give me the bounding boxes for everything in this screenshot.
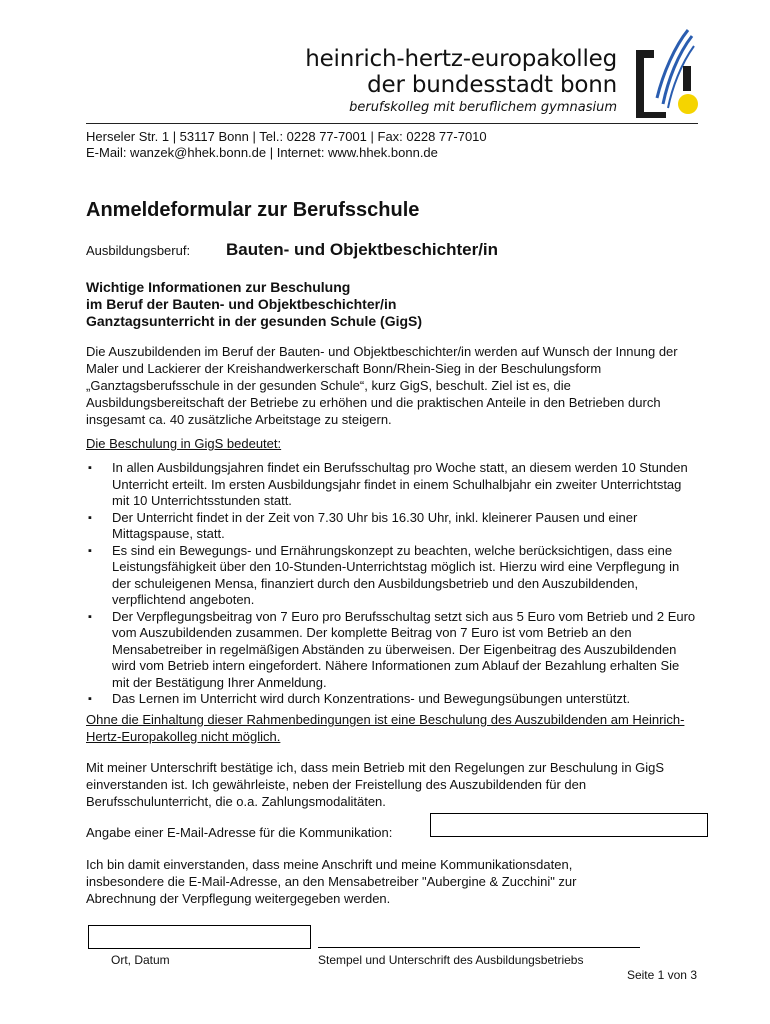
info-title-line1: Wichtige Informationen zur Beschulung: [86, 279, 351, 295]
place-date-field[interactable]: [88, 925, 311, 949]
page-number: Seite 1 von 3: [626, 968, 697, 982]
gigs-bullet-list: [86, 460, 698, 708]
email-label: Angabe einer E-Mail-Adresse für die Kommunikation:: [86, 825, 393, 840]
signature-line: [318, 947, 640, 948]
logo-yellow-dot: [678, 94, 698, 114]
contact-address: Herseler Str. 1 | 53117 Bonn | Tel.: 0228 77-7001 | Fax: 0228 77-7010: [86, 129, 487, 144]
list-heading: Die Beschulung in GigS bedeutet:: [86, 436, 282, 451]
email-field[interactable]: [430, 813, 708, 837]
confirmation-paragraph: Mit meiner Unterschrift bestätige ich, dass mein Betrieb mit den Regelungen zur Beschulung in GigS einverstanden ist. Ich gewährleiste, neben der Freistellung des Auszubildenden für den Berufsschulunterricht, die o.a. Zahlungsmodalitäten.: [86, 760, 665, 809]
info-title-line2: im Beruf der Bauten- und Objektbeschichter/in: [86, 296, 397, 312]
list-item: ▪ In allen Ausbildungsjahren findet ein Berufsschultag pro Woche statt, an diesem werden 10 Stunden Unterricht erteilt. Im ersten Ausbildungsjahr findet in einem Schulhalbjahr ein zweiter Unterrichtstag mit 10 Unterrichtsstunden statt.: [86, 460, 698, 510]
list-item: ▪ Es sind ein Bewegungs- und Ernährungskonzept zu beachten, welche berücksichtigen, dass eine Leistungsfähigkeit über den 10-Stunden-Unterrichtstag möglich ist. Hierzu wird eine Verpflegung in der schuleigenen Mensa, finanziert durch den Ausbildungsbetrieb und den Auszubildenden, verpflichtend angeboten.: [86, 543, 698, 609]
list-item: ▪ Der Verpflegungsbeitrag von 7 Euro pro Berufsschultag setzt sich aus 5 Euro vom Betrieb und 2 Euro vom Auszubildenden zusammen. Der komplette Beitrag von 7 Euro ist vom Betrieb an den Mensabetreiber in regelmäßigen Abständen zu überweisen. Der Eigenbeitrag des Auszubildenden wird vom Betrieb intern eingefordert. Nähere Informationen zum Ablauf der Bezahlung erhalten Sie mit der Bestätigung Ihrer Anmeldung.: [86, 609, 698, 692]
job-label: Ausbildungsberuf:: [86, 243, 191, 258]
college-name-line1: heinrich-hertz-europakolleg: [305, 46, 617, 72]
college-name-line2: der bundesstadt bonn: [367, 72, 617, 98]
contact-email-web: E-Mail: wanzek@hhek.bonn.de | Internet: www.hhek.bonn.de: [86, 145, 438, 160]
logo-bar: [683, 66, 691, 91]
job-value: Bauten- und Objektbeschichter/in: [226, 240, 499, 259]
stamp-signature-label: Stempel und Unterschrift des Ausbildungsbetriebs: [318, 953, 584, 967]
info-title: [86, 279, 686, 330]
list-item: ▪ Der Unterricht findet in der Zeit von 7.30 Uhr bis 16.30 Uhr, inkl. kleinerer Pausen und einer Mittagspause, statt.: [86, 510, 698, 543]
form-title: Anmeldeformular zur Berufsschule: [86, 199, 420, 221]
list-item: ▪ Das Lernen im Unterricht wird durch Konzentrations- und Bewegungsübungen unterstützt.: [86, 691, 698, 708]
college-subtitle: berufskolleg mit beruflichem gymnasium: [349, 100, 617, 115]
condition-notice: Ohne die Einhaltung dieser Rahmenbedingungen ist eine Beschulung des Auszubildenden am Heinrich-Hertz-Europakolleg nicht möglich.: [86, 712, 685, 744]
header-divider: [86, 123, 698, 124]
info-title-line3: Ganztagsunterricht in der gesunden Schule (GigS): [86, 313, 423, 329]
consent-paragraph: Ich bin damit einverstanden, dass meine Anschrift und meine Kommunikationsdaten, insbesondere die E-Mail-Adresse, an den Mensabetreiber "Aubergine & Zucchini" zur Abrechnung der Verpflegung weitergegeben werden.: [86, 857, 577, 906]
intro-paragraph: Die Auszubildenden im Beruf der Bauten- und Objektbeschichter/in werden auf Wunsch der Innung der Maler und Lackierer der Kreishandwerkerschaft Bonn/Rhein-Sieg in der Beschulungsform „Ganztagsberufsschule in der gesunden Schule“, kurz GigS, beschult. Ziel ist es, die Ausbildungsbereitschaft der Betriebe zu erhöhen und die praktischen Anteile in den Betrieben durch insgesamt ca. 40 zusätzliche Arbeitstage zu steigern.: [86, 344, 678, 427]
college-logo: [630, 28, 702, 118]
place-date-label: Ort, Datum: [111, 953, 170, 967]
